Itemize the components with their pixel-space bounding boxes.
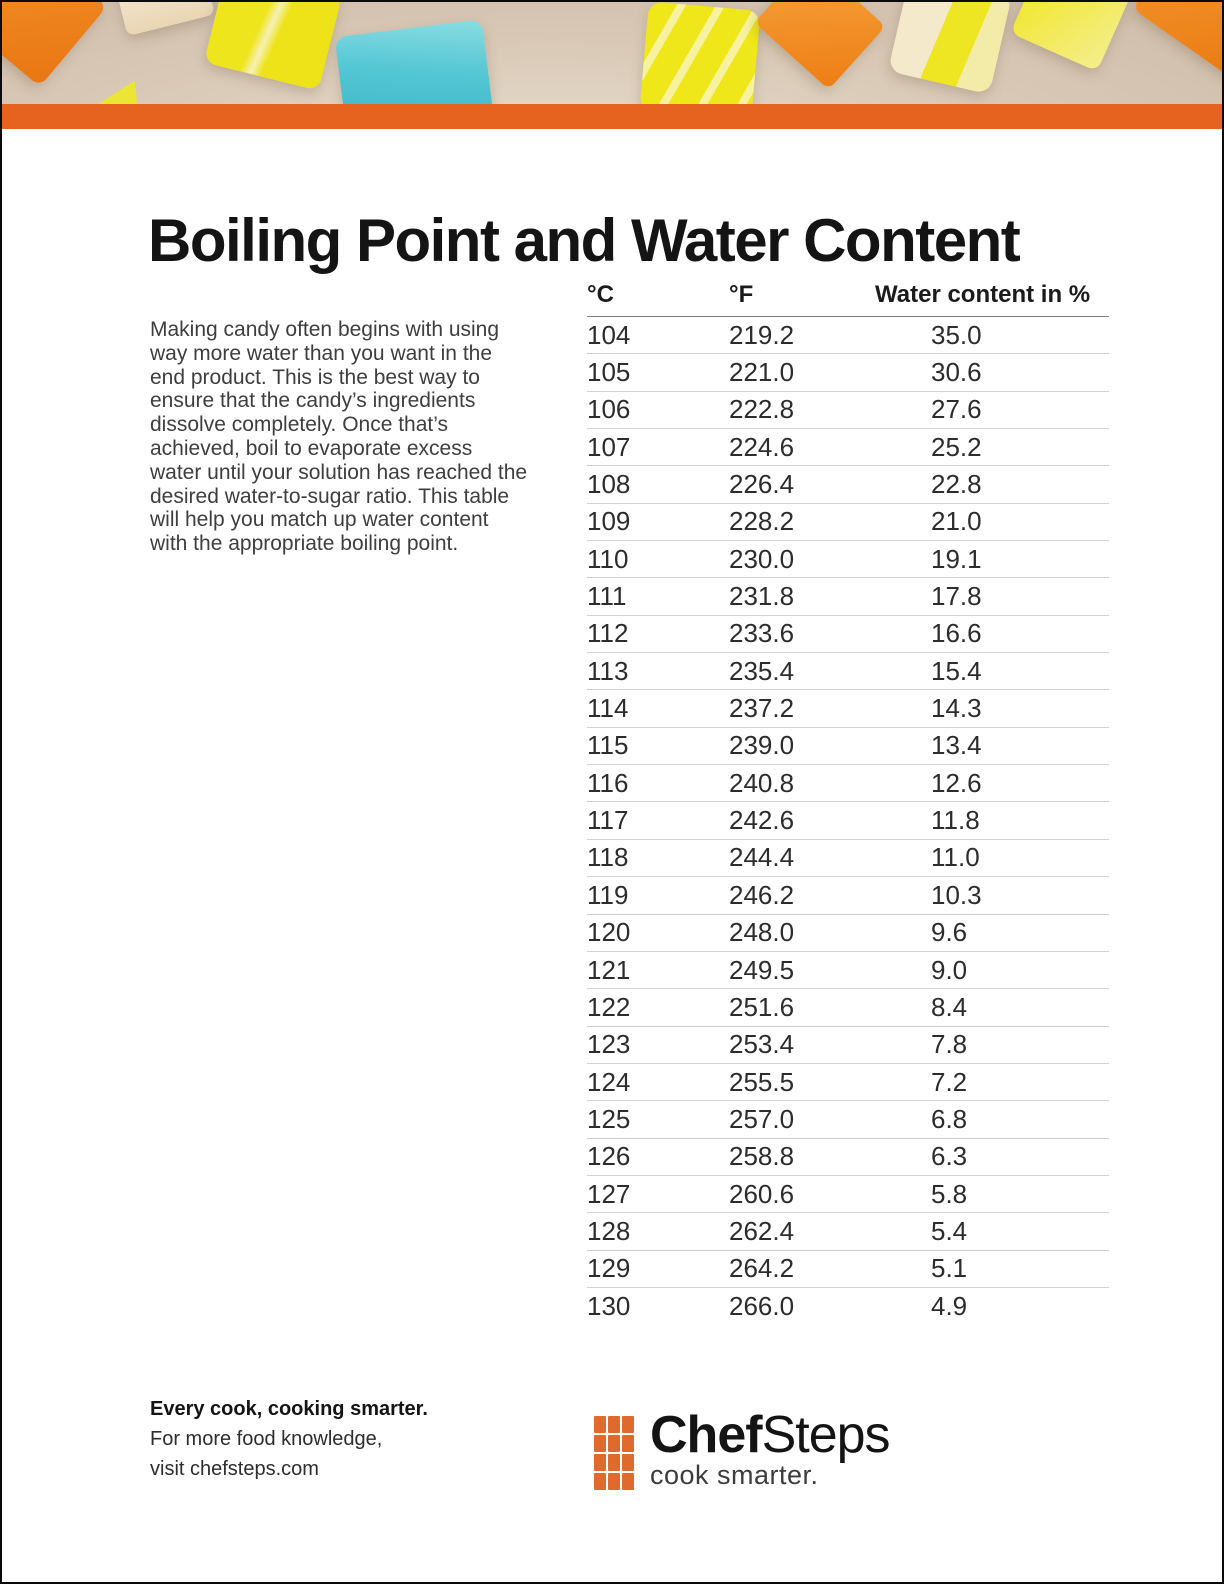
page-title: Boiling Point and Water Content [148,207,1020,275]
table-row [587,354,1109,391]
cell-celsius: 114 [587,693,629,724]
table-row [587,765,1109,802]
cell-water-content: 17.8 [931,581,982,612]
cell-fahrenheit: 248.0 [729,917,795,948]
table-row [587,690,1109,727]
cell-celsius: 116 [587,767,629,798]
cell-water-content: 5.8 [931,1178,968,1209]
header-photo [2,2,1222,104]
cell-celsius: 107 [587,431,631,462]
cell-fahrenheit: 266.0 [729,1290,795,1321]
cell-celsius: 123 [587,1029,631,1060]
table-row [587,616,1109,653]
table-row [587,1176,1109,1213]
candy-piece-orange-icon [1132,2,1222,77]
cell-water-content: 27.6 [931,394,982,425]
table-row [587,653,1109,690]
cell-water-content: 19.1 [931,543,982,574]
cell-water-content: 6.3 [931,1141,968,1172]
cell-celsius: 118 [587,842,629,873]
table-row [587,1213,1109,1250]
cell-celsius: 109 [587,506,631,537]
cell-fahrenheit: 244.4 [729,842,795,873]
cell-celsius: 106 [587,394,631,425]
cell-fahrenheit: 233.6 [729,618,795,649]
cell-fahrenheit: 226.4 [729,469,795,500]
cell-water-content: 14.3 [931,693,982,724]
table-row [587,1064,1109,1101]
table-row [587,1251,1109,1288]
table-row [587,392,1109,429]
cell-fahrenheit: 222.8 [729,394,795,425]
table-row [587,877,1109,914]
table-row [587,541,1109,578]
table-row [587,578,1109,615]
cell-water-content: 4.9 [931,1290,968,1321]
cell-water-content: 35.0 [931,319,982,350]
cell-fahrenheit: 249.5 [729,954,795,985]
logo-chef: Chef [650,1406,762,1464]
cell-water-content: 15.4 [931,655,982,686]
cell-celsius: 117 [587,805,629,836]
cell-fahrenheit: 264.2 [729,1253,795,1284]
table-row [587,1288,1109,1324]
cell-fahrenheit: 257.0 [729,1103,795,1134]
candy-piece-cream-yellow-icon [888,2,1012,94]
cell-fahrenheit: 235.4 [729,655,795,686]
cell-water-content: 5.1 [931,1253,968,1284]
candy-piece-cream-icon [115,2,215,36]
chefsteps-logo-text [650,1406,890,1491]
cell-celsius: 126 [587,1141,631,1172]
cell-celsius: 111 [587,581,627,612]
cell-water-content: 5.4 [931,1215,968,1246]
footer-tagline: Every cook, cooking smarter. [150,1398,428,1420]
cell-celsius: 110 [587,543,629,574]
header-fahrenheit: °F [729,281,754,308]
intro-paragraph: Making candy often begins with using way more water than you want in the end product. This is the best way to ensure that the candy’s ingredients dissolve completely. Once that’s achieved, boil to evaporate excess water until your solution has reached the desired water-to-sugar ratio. This table will help you match up water content with the appropriate boiling point. [150,318,528,556]
chefsteps-grid-icon [594,1416,634,1490]
cell-water-content: 9.6 [931,917,968,948]
cell-water-content: 9.0 [931,954,968,985]
cell-fahrenheit: 224.6 [729,431,795,462]
boiling-point-table [587,270,1109,1324]
cell-celsius: 121 [587,954,631,985]
candy-piece-yellow-striped-icon [639,2,760,104]
table-row [587,952,1109,989]
table-row [587,915,1109,952]
logo-subtitle: cook smarter. [650,1460,819,1490]
cell-fahrenheit: 242.6 [729,805,795,836]
cell-water-content: 25.2 [931,431,982,462]
cell-water-content: 6.8 [931,1103,968,1134]
cell-water-content: 10.3 [931,879,982,910]
cell-water-content: 11.0 [931,842,980,873]
cell-fahrenheit: 240.8 [729,767,795,798]
cell-fahrenheit: 237.2 [729,693,795,724]
table-row [587,429,1109,466]
cell-water-content: 16.6 [931,618,982,649]
cell-fahrenheit: 260.6 [729,1178,795,1209]
candy-piece-yellow-icon [90,68,158,104]
table-row [587,1101,1109,1138]
cell-fahrenheit: 221.0 [729,357,795,388]
cell-fahrenheit: 255.5 [729,1066,795,1097]
cell-celsius: 125 [587,1103,631,1134]
cell-water-content: 7.8 [931,1029,968,1060]
candy-piece-orange-icon [2,2,107,87]
footer-line3: visit chefsteps.com [150,1458,319,1480]
header-celsius: °C [587,281,614,308]
cell-celsius: 130 [587,1290,631,1321]
cell-water-content: 13.4 [931,730,982,761]
table-row [587,466,1109,503]
cell-fahrenheit: 239.0 [729,730,795,761]
cell-fahrenheit: 262.4 [729,1215,795,1246]
cell-celsius: 112 [587,618,629,649]
table-row [587,1139,1109,1176]
table-row [587,802,1109,839]
cell-water-content: 8.4 [931,991,968,1022]
cell-fahrenheit: 231.8 [729,581,795,612]
candy-piece-yellow-icon [204,2,342,91]
table-row [587,504,1109,541]
cell-fahrenheit: 251.6 [729,991,795,1022]
cell-celsius: 113 [587,655,629,686]
cell-water-content: 22.8 [931,469,982,500]
candy-piece-blue-icon [335,19,493,104]
footer-text [150,1394,428,1484]
cell-celsius: 104 [587,319,631,350]
table-header-row [587,270,1109,317]
header-water-content: Water content in % [875,281,1091,308]
table-row [587,840,1109,877]
cell-celsius: 124 [587,1066,631,1097]
cell-water-content: 30.6 [931,357,982,388]
logo-steps: Steps [761,1406,890,1464]
cell-celsius: 119 [587,879,629,910]
candy-piece-orange-icon [754,2,885,90]
table-row [587,1027,1109,1064]
table-row [587,728,1109,765]
cell-celsius: 127 [587,1178,631,1209]
table-row [587,989,1109,1026]
cell-water-content: 12.6 [931,767,982,798]
table-row [587,317,1109,354]
cell-celsius: 128 [587,1215,631,1246]
footer-line2: For more food knowledge, [150,1428,383,1450]
cell-celsius: 122 [587,991,631,1022]
cell-water-content: 21.0 [931,506,982,537]
cell-celsius: 108 [587,469,631,500]
cell-fahrenheit: 258.8 [729,1141,795,1172]
cell-fahrenheit: 230.0 [729,543,795,574]
candy-piece-yellow-icon [1010,2,1133,72]
cell-celsius: 129 [587,1253,631,1284]
cell-water-content: 7.2 [931,1066,968,1097]
cell-fahrenheit: 253.4 [729,1029,795,1060]
cell-celsius: 115 [587,730,629,761]
cell-water-content: 11.8 [931,805,980,836]
cell-fahrenheit: 246.2 [729,879,795,910]
cell-celsius: 105 [587,357,631,388]
cell-fahrenheit: 219.2 [729,319,795,350]
table-body [587,317,1109,1324]
chefsteps-logo [594,1406,890,1491]
orange-accent-bar [2,104,1222,129]
cell-celsius: 120 [587,917,631,948]
cell-fahrenheit: 228.2 [729,506,795,537]
